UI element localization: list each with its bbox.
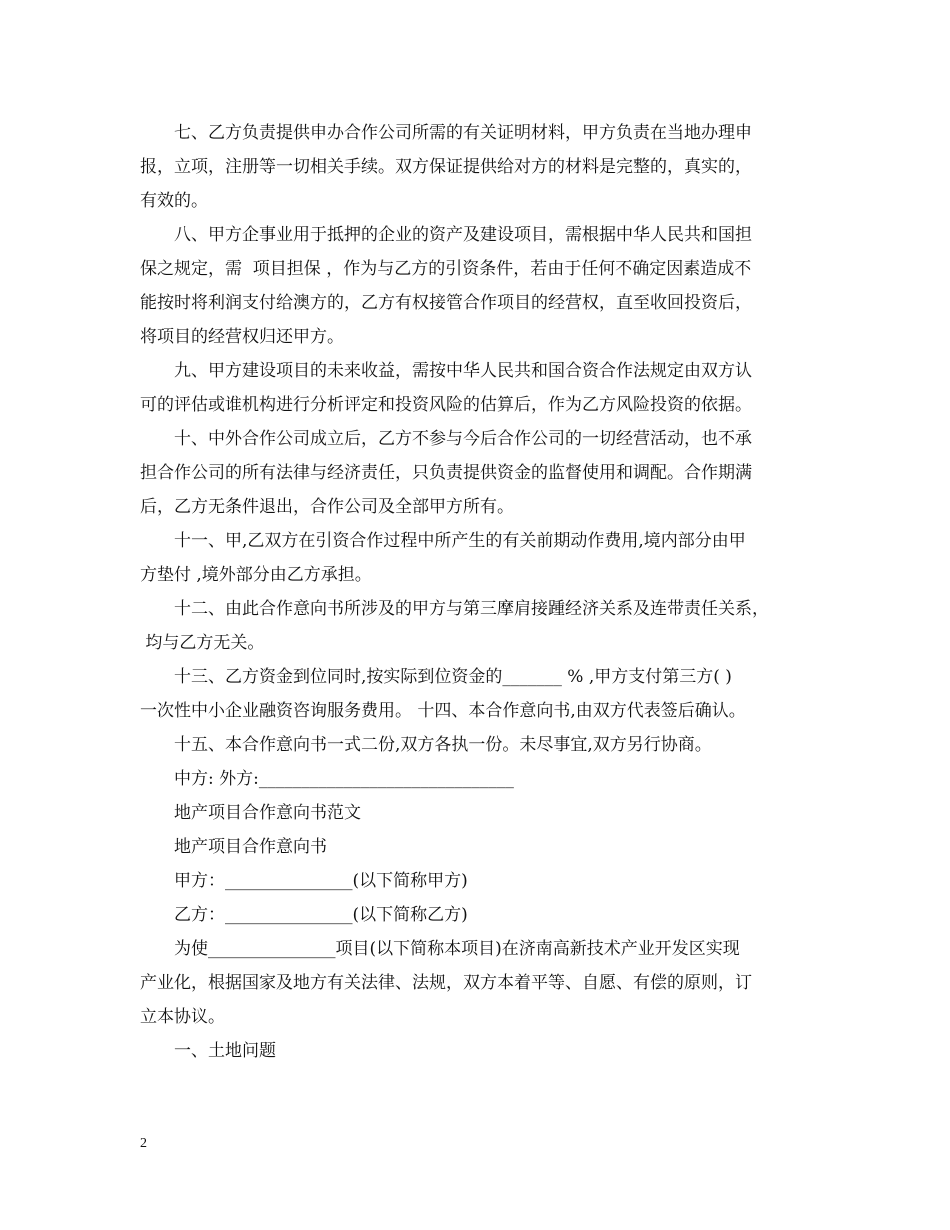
text-line: 为使_______________项目(以下简称本项目)在济南高新技术产业开发区实现 bbox=[174, 939, 740, 959]
text-line: 将项目的经营权归还甲方。 bbox=[140, 327, 344, 347]
document-body bbox=[140, 116, 820, 1068]
text-line: 十二、由此合作意向书所涉及的甲方与第三摩肩接踵经济关系及连带责任关系， bbox=[174, 599, 769, 619]
text-line: 七、乙方负责提供申办合作公司所需的有关证明材料，甲方负责在当地办理申 bbox=[174, 123, 752, 143]
text-line: 十五、本合作意向书一式二份,双方各执一份。未尽事宜,双方另行协商。 bbox=[174, 735, 712, 755]
text-line: 一、土地问题 bbox=[174, 1041, 276, 1061]
text-line: 八、甲方企事业用于抵押的企业的资产及建设项目，需根据中华人民共和国担 bbox=[174, 225, 752, 245]
text-line: 报，立项，注册等一切相关手续。双方保证提供给对方的材料是完整的，真实的， bbox=[140, 157, 752, 177]
text-line: 担合作公司的所有法律与经济责任，只负责提供资金的监督使用和调配。合作期满 bbox=[140, 463, 752, 483]
page-number: 2 bbox=[140, 1136, 147, 1151]
text-line: 乙方：_______________(以下简称乙方) bbox=[174, 905, 468, 925]
text-line: 地产项目合作意向书范文 bbox=[174, 803, 361, 823]
text-line: 方垫付 ,境外部分由乙方承担。 bbox=[140, 565, 372, 585]
text-line: 能按时将利润支付给澳方的，乙方有权接管合作项目的经营权，直至收回投资后， bbox=[140, 293, 752, 313]
text-line: 九、甲方建设项目的未来收益，需按中华人民共和国合资合作法规定由双方认 bbox=[174, 361, 752, 381]
text-line: 十、中外合作公司成立后，乙方不参与今后合作公司的一切经营活动，也不承 bbox=[174, 429, 752, 449]
text-line: 保之规定，需 项目担保 ，作为与乙方的引资条件，若由于任何不确定因素造成不 bbox=[140, 259, 752, 279]
text-line: 一次性中小企业融资咨询服务费用。 十四、本合作意向书,由双方代表签后确认。 bbox=[140, 701, 746, 721]
text-line: 中方: 外方:______________________________ bbox=[174, 769, 514, 789]
text-line: 地产项目合作意向书 bbox=[174, 837, 327, 857]
text-line: 十一、甲,乙双方在引资合作过程中所产生的有关前期动作费用,境内部分由甲 bbox=[174, 531, 746, 551]
text-line: 甲方：_______________(以下简称甲方) bbox=[174, 871, 468, 891]
text-line: 均与乙方无关。 bbox=[140, 633, 265, 653]
text-line: 产业化，根据国家及地方有关法律、法规，双方本着平等、自愿、有偿的原则，订 bbox=[140, 973, 752, 993]
text-line: 后，乙方无条件退出，合作公司及全部甲方所有。 bbox=[140, 497, 514, 517]
text-line: 可的评估或谁机构进行分析评定和投资风险的估算后，作为乙方风险投资的依据。 bbox=[140, 395, 752, 415]
text-line: 立本协议。 bbox=[140, 1007, 225, 1027]
text-line: 十三、乙方资金到位同时,按实际到位资金的_______ % ,甲方支付第三方( ) bbox=[174, 667, 732, 687]
text-line: 有效的。 bbox=[140, 191, 208, 211]
